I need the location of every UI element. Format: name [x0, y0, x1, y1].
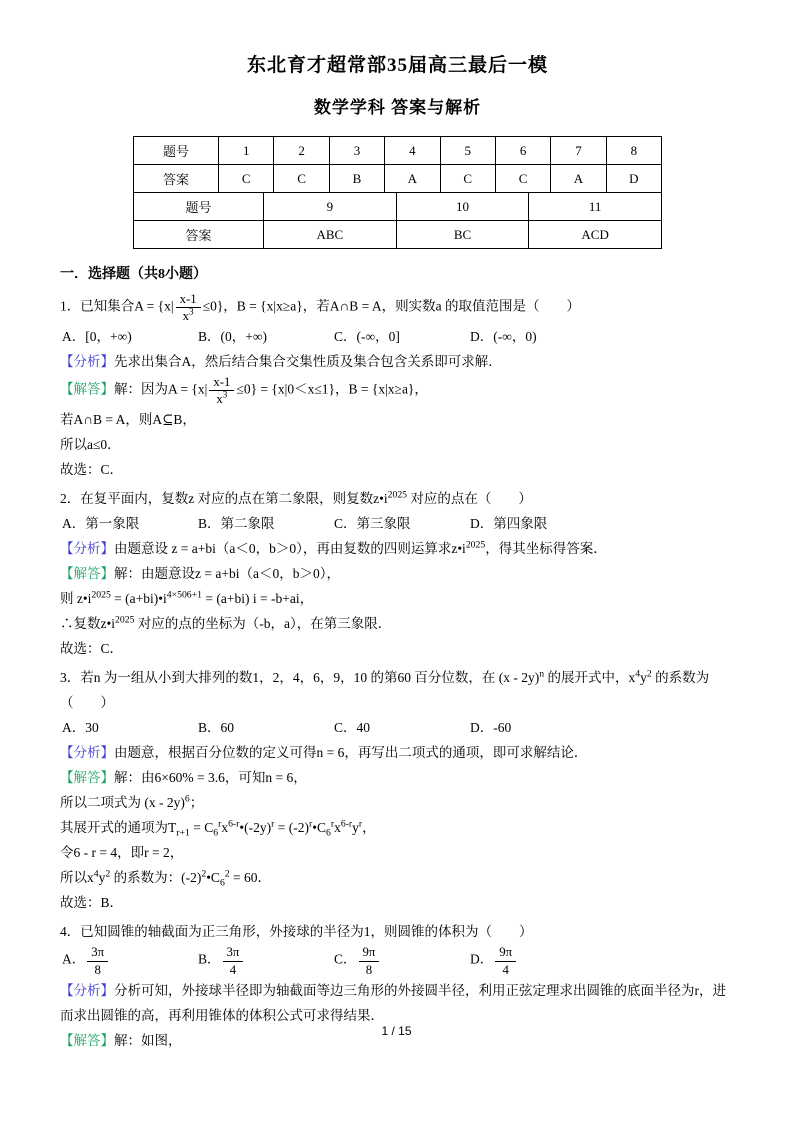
- fraction: $\frac{9\pi}{4}$: [495, 945, 516, 976]
- question-stem: 3．若n 为一组从小到大排列的数1，2，4，6，9，10 的第60 百分位数，在 (x - 2y)$^n$ 的展开式中，$x^4y^2$ 的系数为: [60, 668, 710, 686]
- question-options: [60, 324, 735, 349]
- question-block: [60, 665, 735, 915]
- answer-tag: 【解答】: [60, 1032, 114, 1048]
- question-solution-line: 若A∩B = A，则A⊆B，: [60, 412, 196, 428]
- option: A．[0，+∞): [62, 329, 132, 345]
- option: C． $\frac{9\pi}{8}$: [334, 944, 470, 977]
- answer-cell: C: [219, 165, 274, 193]
- page-subtitle: 数学学科 答案与解析: [313, 98, 482, 117]
- question-analysis: 【分析】由题意，根据百分位数的定义可得n = 6，再写出二项式的通项，即可求解结论．: [60, 745, 588, 761]
- answer-cell: C: [440, 165, 495, 193]
- answer-cell: D: [606, 165, 661, 193]
- question-options: [60, 715, 735, 740]
- question-solution-line: 令6 - r = 4，即r = 2，: [60, 845, 184, 861]
- question-block: [60, 486, 735, 661]
- answer-cell: 11: [529, 193, 662, 221]
- answer-cell: A: [551, 165, 606, 193]
- answer-cell: 9: [264, 193, 397, 221]
- option: D． $\frac{9\pi}{4}$: [470, 944, 606, 977]
- questions: [60, 291, 735, 1053]
- table-row: [134, 221, 662, 249]
- row-label-cell: 题号: [134, 193, 264, 221]
- option: C．40: [334, 720, 371, 736]
- question-stem: 2．在复平面内，复数z 对应的点在第二象限，则复数$z•i^{2025}$ 对应的点在（ ）: [60, 489, 532, 507]
- question-solution-line: 故选：C．: [60, 462, 124, 478]
- question-solution-line: 所以二项式为 (x - 2y)$^6$；: [60, 793, 204, 811]
- analysis-tag: 【分析】: [60, 745, 114, 761]
- option: A．第一象限: [62, 516, 140, 532]
- answer-tables: [133, 136, 662, 249]
- fraction: $\frac{x-1}{x^3}$: [209, 375, 234, 406]
- question-block: [60, 291, 735, 482]
- row-label-cell: 答案: [134, 165, 219, 193]
- question-solution-line: 【解答】解：由题意设z = a+bi（a＜0，b＞0），: [60, 566, 340, 582]
- answer-table-2-body: [134, 193, 662, 249]
- answer-cell: 6: [495, 137, 550, 165]
- answer-cell: BC: [396, 221, 529, 249]
- option: C．第三象限: [334, 516, 411, 532]
- question-solution-line: 所以a≤0．: [60, 437, 121, 453]
- table-row: [134, 137, 662, 165]
- answer-tag: 【解答】: [60, 566, 114, 582]
- section-title: 一．选择题（共8小题）: [60, 267, 207, 282]
- question-solution-line: 【解答】解：由6×60% = 3.6，可知n = 6，: [60, 770, 307, 786]
- page-number: 1 / 15: [381, 1024, 412, 1038]
- answer-table-2: [133, 192, 662, 249]
- answer-cell: C: [274, 165, 329, 193]
- question-analysis: 【分析】分析可知，外接球半径即为轴截面等边三角形的外接圆半径，利用正弦定理求出圆锥的底面半径为r，进而求出圆锥的高，再利用锥体的体积公式可求得结果．: [60, 982, 726, 1023]
- answer-cell: B: [329, 165, 384, 193]
- question-solution-line: ∴复数$z•i^{2025}$ 对应的点的坐标为（-b，a），在第三象限．: [60, 614, 392, 632]
- option: B． $\frac{3\pi}{4}$: [198, 944, 334, 977]
- question-stem: （ ）: [60, 695, 114, 711]
- question-solution-line: 【解答】解：如图，: [60, 1032, 182, 1048]
- answer-table-1: [133, 136, 662, 193]
- fraction: $\frac{x-1}{x^3}$: [176, 292, 201, 323]
- table-row: [134, 165, 662, 193]
- analysis-tag: 【分析】: [60, 541, 114, 557]
- option: B．(0，+∞): [198, 329, 267, 345]
- question-options: [60, 511, 735, 536]
- question-stem: 1．已知集合A = {x| $\frac{x-1}{x^3}$ ≤0}，B = {x|x≥a}，若A∩B = A，则实数a 的取值范围是（ ）: [60, 292, 580, 324]
- question-solution-line: 其展开式的通项为$T_{r+1}$ = $C_6^rx^{6-r}•(-2y)^r$ = $(-2)^r•C_6^rx^{6-r}y^r$，: [60, 818, 376, 840]
- fraction: $\frac{3\pi}{8}$: [87, 945, 108, 976]
- fraction: $\frac{9\pi}{8}$: [359, 945, 380, 976]
- option: C．(-∞，0]: [334, 329, 400, 345]
- answer-cell: 1: [219, 137, 274, 165]
- answer-cell: C: [495, 165, 550, 193]
- answer-cell: 3: [329, 137, 384, 165]
- answer-tag: 【解答】: [60, 770, 114, 786]
- option: B．第二象限: [198, 516, 275, 532]
- option: D．(-∞，0): [470, 329, 537, 345]
- question-solution-line: 【解答】解：因为A = {x| $\frac{x-1}{x^3}$ ≤0} = {x|0＜x≤1}，B = {x|x≥a}，: [60, 375, 428, 407]
- answer-cell: 5: [440, 137, 495, 165]
- row-label-cell: 答案: [134, 221, 264, 249]
- answer-cell: 4: [385, 137, 440, 165]
- answer-cell: 7: [551, 137, 606, 165]
- question-solution-line: 故选：B．: [60, 895, 124, 911]
- option: D．-60: [470, 720, 512, 736]
- option: A．30: [62, 720, 99, 736]
- option: A． $\frac{3\pi}{8}$: [62, 944, 198, 977]
- option: B．60: [198, 720, 235, 736]
- answer-table-1-body: [134, 137, 662, 193]
- answer-cell: 10: [396, 193, 529, 221]
- table-row: [134, 193, 662, 221]
- fraction: $\frac{3\pi}{4}$: [223, 945, 244, 976]
- question-options: [60, 944, 735, 977]
- answer-cell: ACD: [529, 221, 662, 249]
- answer-cell: 2: [274, 137, 329, 165]
- analysis-tag: 【分析】: [60, 354, 114, 370]
- question-analysis: 【分析】先求出集合A，然后结合集合交集性质及集合包含关系即可求解．: [60, 354, 502, 370]
- analysis-tag: 【分析】: [60, 982, 114, 998]
- answer-cell: A: [385, 165, 440, 193]
- answer-cell: ABC: [264, 221, 397, 249]
- answer-tag: 【解答】: [60, 381, 114, 397]
- question-solution-line: 则 $z•i^{2025}$ = $(a+bi)•i^{4\times 506+1} = (a+bi) i = -b+ai$，: [60, 589, 314, 607]
- answer-cell: 8: [606, 137, 661, 165]
- question-stem: 4．已知圆锥的轴截面为正三角形，外接球的半径为1，则圆锥的体积为（ ）: [60, 924, 533, 940]
- row-label-cell: 题号: [134, 137, 219, 165]
- question-analysis: 【分析】由题意设 z = a+bi（a＜0，b＞0），再由复数的四则运算求$z•i^{2025}$，得其坐标得答案．: [60, 539, 607, 557]
- page-title: 东北育才超常部35届高三最后一模: [246, 55, 548, 76]
- option: D．第四象限: [470, 516, 548, 532]
- question-solution-line: 所以$x^4y^2$ 的系数为：$(-2)^2•C_6^2 = 60$．: [60, 868, 272, 890]
- question-solution-line: 故选：C．: [60, 641, 124, 657]
